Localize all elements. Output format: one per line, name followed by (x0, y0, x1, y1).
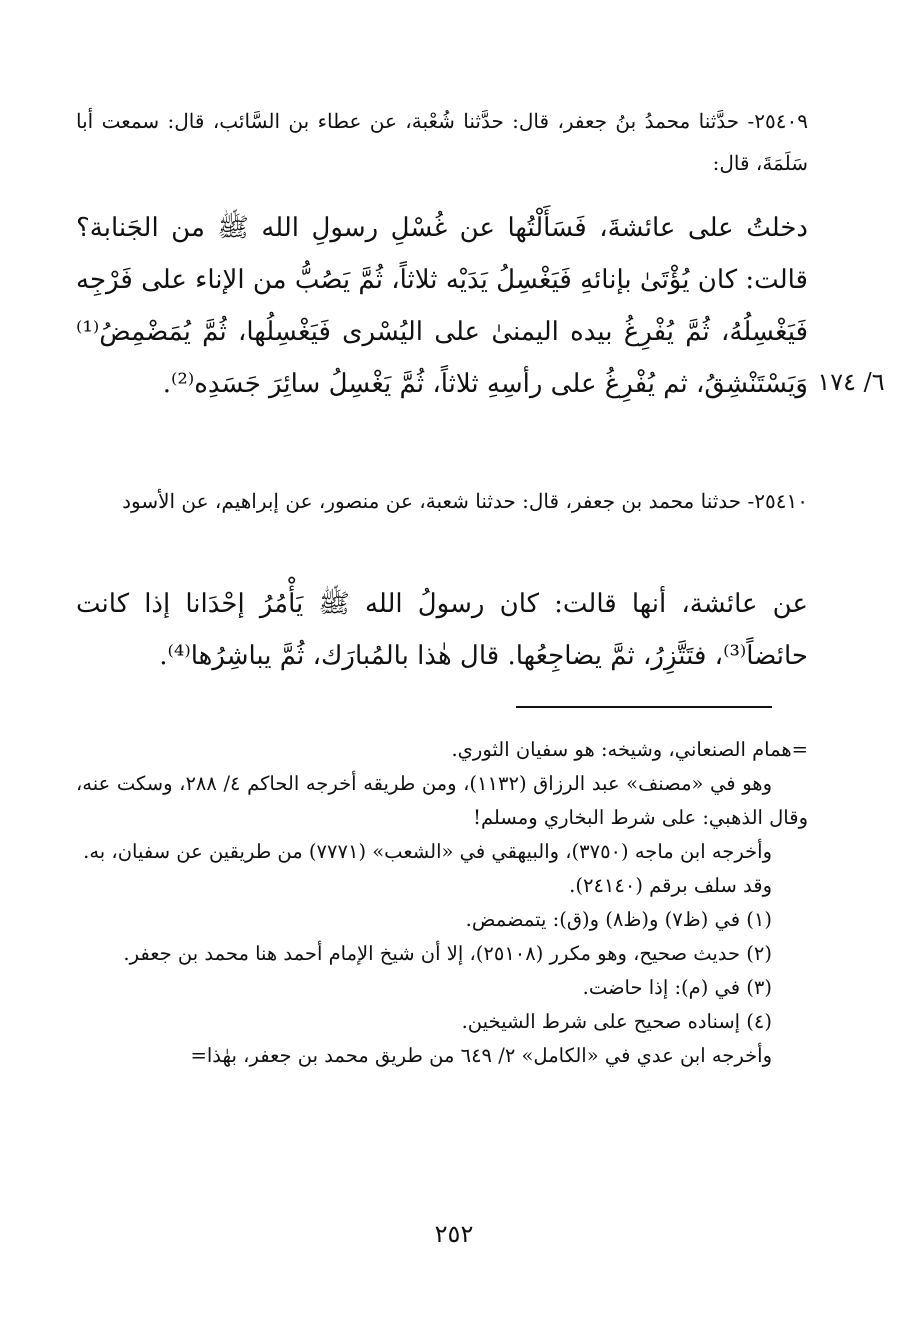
page-number: ٢٥٢ (434, 1220, 474, 1248)
footnote-2: (٢) حديث صحيح، وهو مكرر (٢٥١٠٨)، إلا أن شيخ الإمام أحمد هنا محمد بن جعفر. (123, 942, 772, 965)
footnote-1: (١) في (ظ٧) و(ظ٨) و(ق): يتمضمض. (465, 908, 772, 931)
hadith-2409-isnad: ٢٥٤٠٩- حدَّثنا محمدُ بنُ جعفر، قال: حدَّثنا شُعْبة، عن عطاء بن السَّائب، قال: سمعت أبا سَلَمَةَ، قال: (76, 109, 808, 175)
hadith-2410-isnad: ٢٥٤١٠- حدثنا محمد بن جعفر، قال: حدثنا شعبة، عن منصور، عن إبراهيم، عن الأسود (122, 489, 808, 513)
footnote-continuation: =همام الصنعاني، وشيخه: هو سفيان الثوري. (451, 738, 808, 761)
footnote-paragraph: وأخرجه ابن عدي في «الكامل» ٢/ ٦٤٩ من طريق محمد بن جعفر، بهٰذا= (190, 1044, 772, 1067)
footnotes (76, 733, 808, 1073)
footnote-4: (٤) إسناده صحيح على شرط الشيخين. (461, 1010, 772, 1033)
footnote-separator-line (516, 706, 772, 708)
margin-volume-page-reference: ٦/ ١٧٤ (817, 368, 885, 396)
footnote-paragraph: وقد سلف برقم (٢٤١٤٠). (569, 874, 772, 897)
footnote-paragraph: وهو في «مصنف» عبد الرزاق (١١٣٢)، ومن طريقه أخرجه الحاكم ٤/ ٢٨٨، وسكت عنه، وقال الذهبي: على شرط البخاري ومسلم! (76, 772, 808, 829)
hadith-2409-matn: دخلتُ على عائشةَ، فَسَأَلْتُها عن غُسْلِ رسولِ الله ﷺ من الجَنابة؟ قالت: كان يُؤْتَىٰ بإنائهِ فَيَغْسِلُ يَدَيْه ثلاثاً، ثُمَّ يَصُبُّ من الإناء على فَرْجِه فَيَغْسِلُهُ، ثُمَّ يُفْرِغُ بيده اليمنىٰ على اليُسْرى فَيَغْسِلُها، ثُمَّ يُمَضْمِضُ⁽¹⁾ وَيَسْتَنْشِقُ، ثم يُفْرِغُ على رأسِهِ ثلاثاً، ثُمَّ يَغْسِلُ سائِرَ جَسَدِه⁽²⁾. (76, 213, 808, 399)
footnote-3: (٣) في (م): إذا حاضت. (582, 976, 772, 999)
hadith-2410-matn: عن عائشة، أنها قالت: كان رسولُ الله ﷺ يَأْمُرُ إحْدَانا إذا كانت حائضاً⁽³⁾، فتَتَّزِرُ، ثمَّ يضاجِعُها. قال هٰذا بالمُبارَك، ثُمَّ يباشِرُها⁽⁴⁾. (76, 589, 808, 671)
footnote-paragraph: وأخرجه ابن ماجه (٣٧٥٠)، والبيهقي في «الشعب» (٧٧٧١) من طريقين عن سفيان، به. (83, 840, 772, 863)
